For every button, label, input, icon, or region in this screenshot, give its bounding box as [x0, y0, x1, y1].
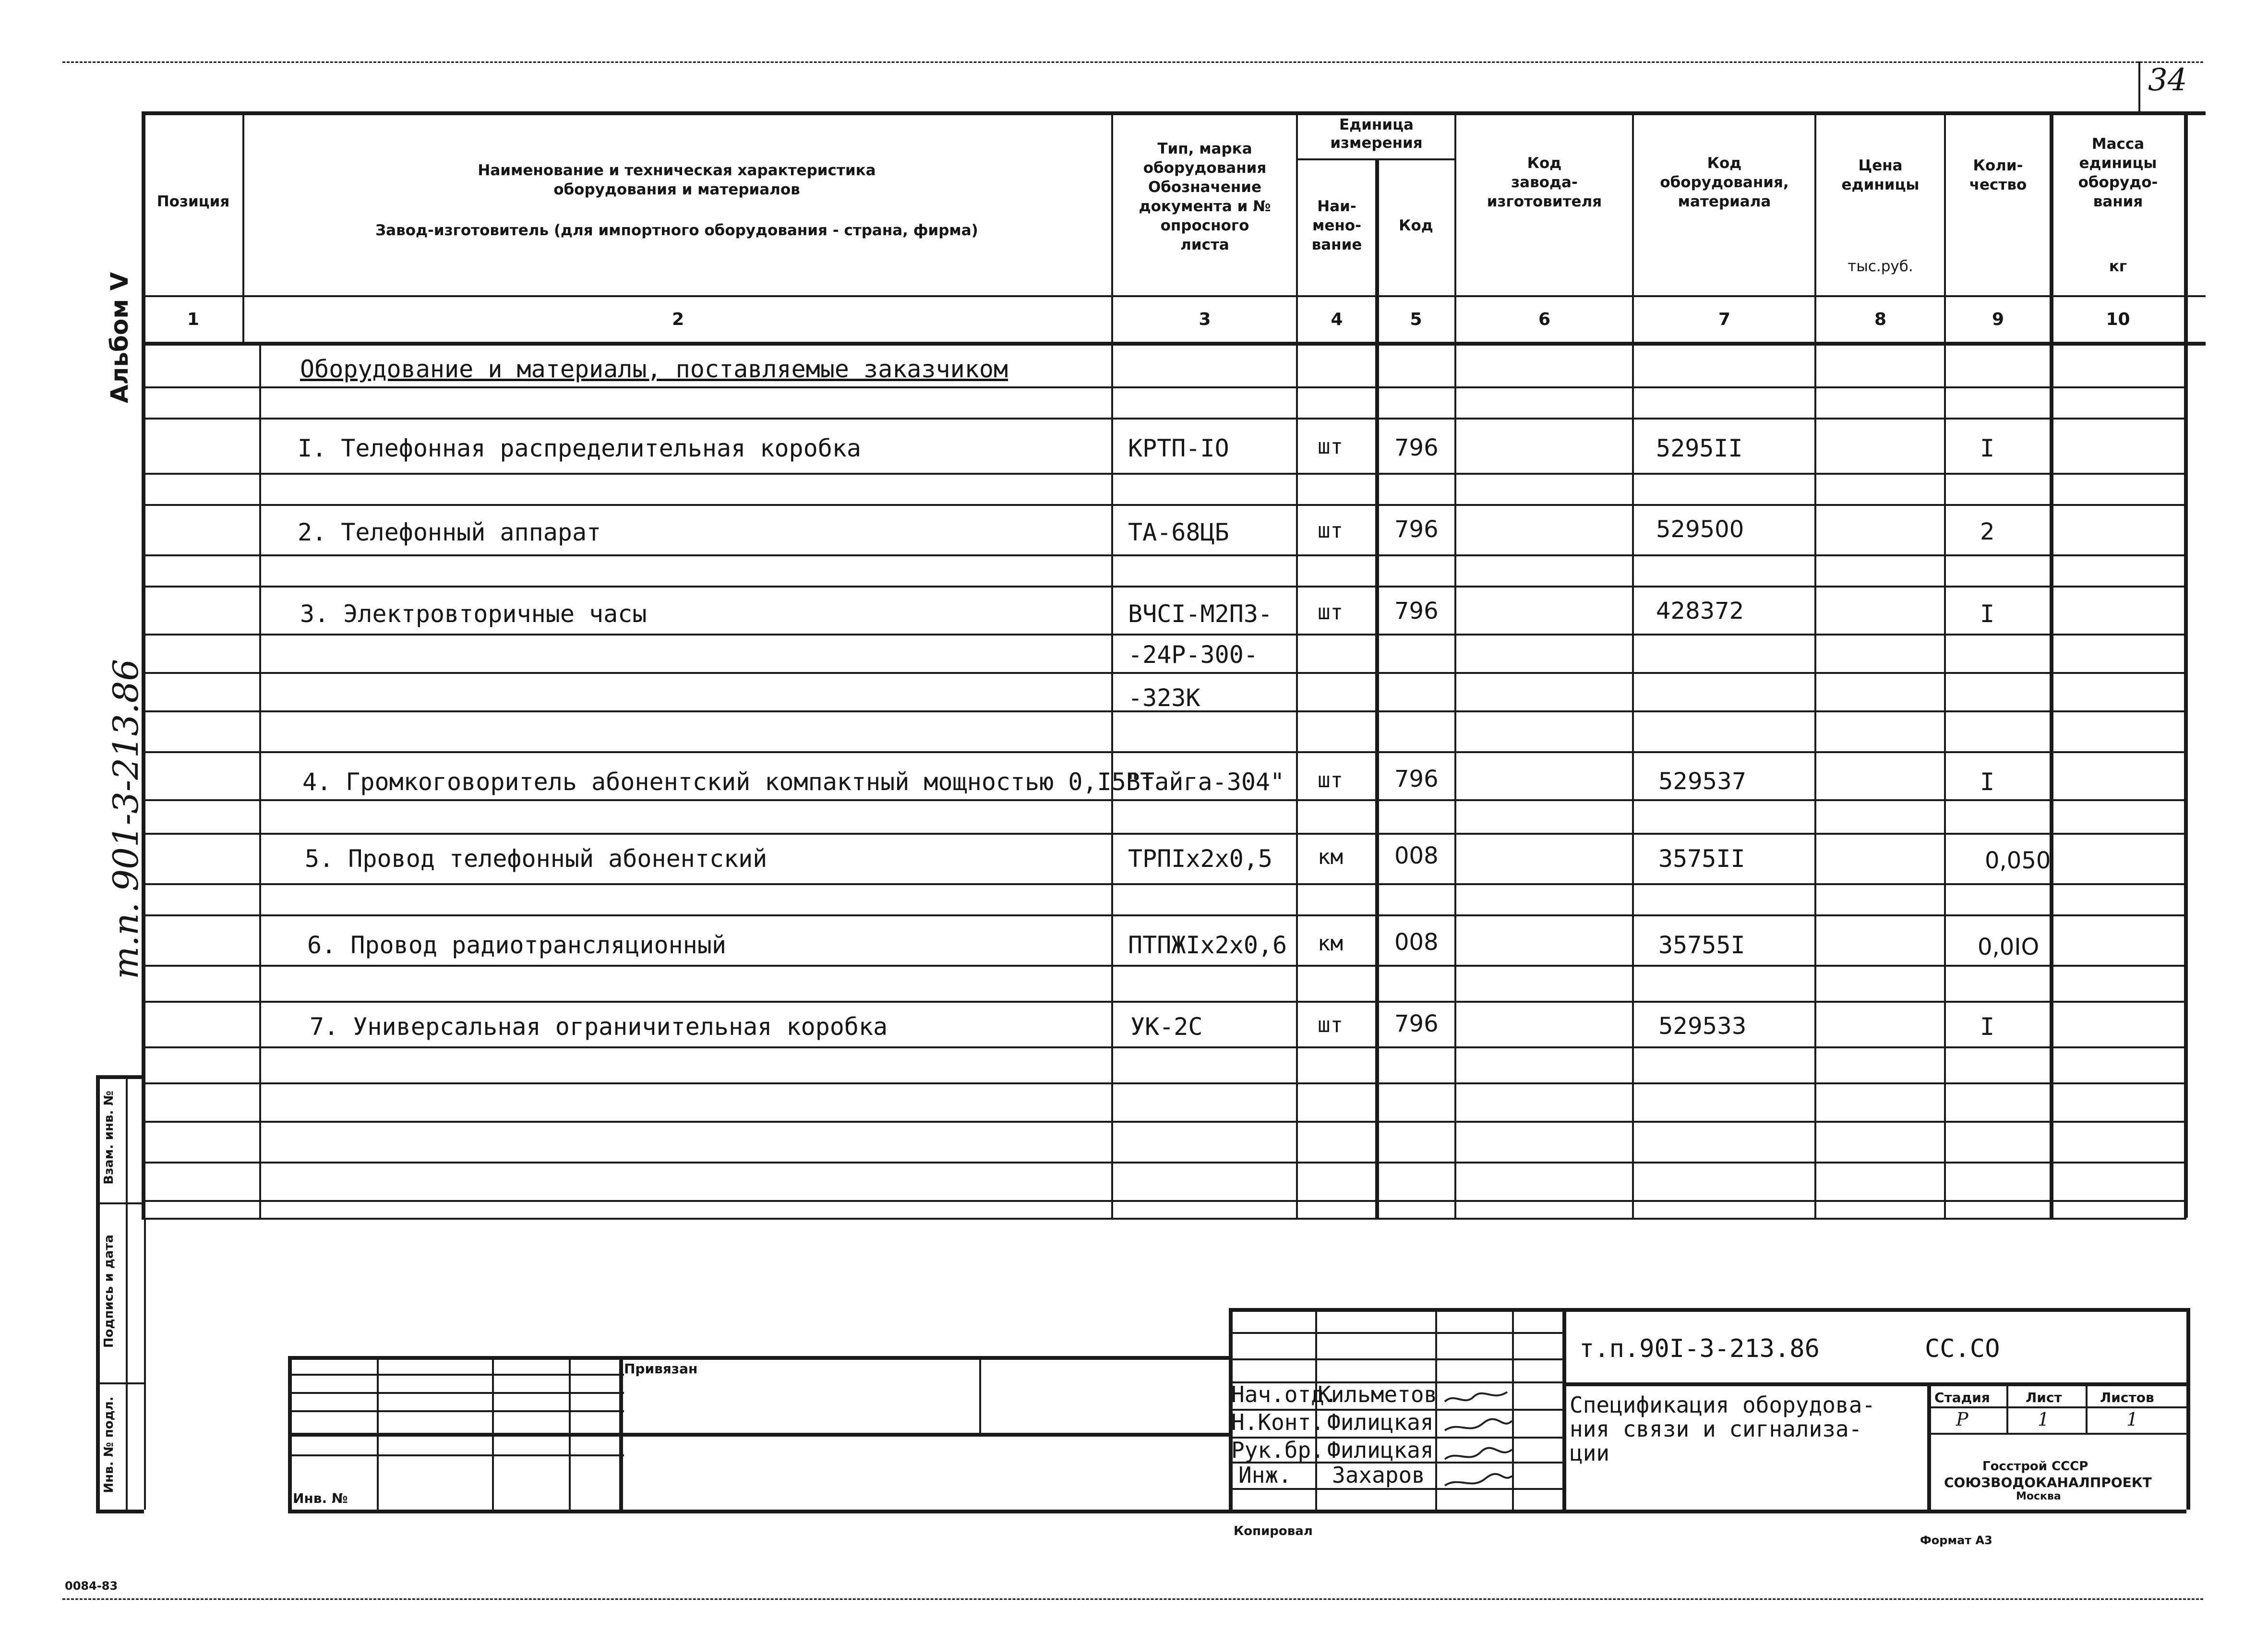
row-5-type: ТРПIх2х0,5: [1128, 845, 1273, 873]
column-number-6: 6: [1538, 310, 1551, 329]
body-row-line: [144, 418, 2184, 420]
body-row-line: [144, 883, 2184, 885]
signer-3-name: Филицкая: [1327, 1437, 1434, 1463]
tb-stage-label: Стадия: [1934, 1390, 1990, 1405]
stamp-outer-left: [96, 1075, 100, 1512]
footer-kopiroval: Копировал: [1234, 1524, 1313, 1538]
body-row-line: [144, 586, 2184, 588]
row-4-unit: шт: [1318, 768, 1343, 792]
header-unit-code: Код: [1399, 217, 1433, 234]
row-4-name: 4. Громкоговоритель абонентский компактный мощностью 0,I5Вт: [302, 768, 1155, 796]
row-5-name: 5. Провод телефонный абонентский: [305, 845, 768, 873]
tb-sheet-label: Лист: [2026, 1390, 2062, 1405]
body-row-line: [144, 751, 2184, 753]
tb-stage-v2: [2086, 1382, 2088, 1433]
tb-stage-v1: [2006, 1382, 2008, 1433]
column-number-5: 5: [1410, 310, 1422, 329]
tb-left-row2: [288, 1392, 624, 1394]
footer-format: Формат А3: [1920, 1534, 1992, 1547]
tb-stage-row1: [1927, 1406, 2186, 1408]
row-5-equip-code: 3575II: [1658, 845, 1745, 873]
tb-inv: Инв. №: [293, 1490, 348, 1506]
header-type-line3: Обозначение: [1148, 179, 1262, 196]
header-name-line2: оборудования и материалов: [553, 181, 800, 198]
tb-sheets: 1: [2126, 1409, 2138, 1430]
signer-1-name: Кильметов: [1318, 1381, 1438, 1407]
stamp-vzam: Взам. инв. №: [102, 1091, 116, 1185]
trim-line-top: [62, 61, 2203, 63]
col-line-3: [1296, 111, 1298, 1218]
table-right-border: [2184, 111, 2188, 1218]
header-price-unit: тыс.руб.: [1848, 258, 1913, 275]
signer-2-name: Филицкая: [1327, 1409, 1434, 1435]
tb-designation: т.п.90I-3-213.86: [1579, 1334, 1820, 1363]
column-number-1: 1: [187, 310, 200, 329]
tb-title-line3: ции: [1570, 1440, 1610, 1466]
signer-4-name: Захаров: [1332, 1462, 1425, 1488]
row-5-unit-code: 008: [1394, 842, 1439, 869]
tb-left-top: [288, 1356, 1229, 1360]
header-mass-line3: оборудо-: [2078, 174, 2158, 191]
row-6-name: 6. Провод радиотрансляционный: [307, 931, 726, 959]
header-bottom-border: [142, 342, 2206, 346]
page-number: 34: [2148, 62, 2187, 98]
stamp-inner-line: [126, 1075, 128, 1512]
body-row-line: [144, 799, 2184, 801]
body-row-line: [144, 504, 2184, 506]
tb-left-v1: [377, 1356, 379, 1510]
tb-right-mid: [1562, 1382, 2186, 1386]
row-3-equip-code: 428372: [1656, 598, 1744, 624]
tb-org-line2: СОЮЗВОДОКАНАЛПРОЕКТ: [1944, 1475, 2152, 1490]
header-qty-line2: чество: [1969, 176, 2027, 193]
header-price-line1: Цена: [1858, 157, 1903, 174]
stamp-top: [96, 1075, 144, 1079]
column-number-4: 4: [1331, 310, 1343, 329]
tb-sign-v4: [1562, 1308, 1566, 1510]
row-4-unit-code: 796: [1394, 766, 1439, 792]
tb-left-v4: [619, 1356, 623, 1510]
stamp-podpis: Подпись и дата: [102, 1234, 116, 1348]
body-row-line: [144, 1001, 2184, 1003]
row-5-qty: 0,050: [1985, 847, 2051, 874]
col-line-6: [1632, 111, 1634, 1218]
trim-line-bottom: [62, 1598, 2203, 1600]
col-line-2: [1111, 111, 1113, 1218]
header-equip-line2: оборудования,: [1660, 174, 1789, 191]
column-number-2: 2: [672, 310, 684, 329]
row-2-unit: шт: [1318, 518, 1343, 543]
col-line-5: [1454, 111, 1456, 1218]
body-row-line: [144, 672, 2184, 674]
row-7-name: 7. Универсальная ограничительная коробка: [310, 1013, 888, 1041]
row-5-unit: км: [1318, 845, 1343, 869]
tb-stage: Р: [1956, 1409, 1968, 1430]
signer-4-role: Инж.: [1238, 1462, 1292, 1488]
table-top-border: [142, 111, 2206, 115]
row-7-unit-code: 796: [1394, 1010, 1439, 1037]
tb-bottom: [288, 1510, 2186, 1513]
col-line-1: [242, 111, 244, 342]
row-1-unit-code: 796: [1394, 434, 1439, 461]
tb-title-line2: ния связи и сигнализа-: [1570, 1416, 1862, 1442]
row-7-qty: I: [1980, 1013, 1995, 1041]
header-mass-unit: кг: [2109, 258, 2127, 275]
body-row-line: [144, 1121, 2184, 1123]
tb-left-v5: [979, 1356, 981, 1433]
signer-2-role: Н.Конт.: [1231, 1409, 1324, 1435]
header-equip-line3: материала: [1678, 193, 1771, 210]
row-1-name: I. Телефонная распределительная коробка: [298, 434, 861, 462]
column-number-9: 9: [1992, 310, 2004, 329]
row-3-type: ВЧСI-М2П3-: [1128, 600, 1273, 628]
row-2-equip-code: 529500: [1656, 516, 1744, 543]
header-unit-line1: Единица: [1339, 116, 1414, 133]
body-row-line: [144, 554, 2184, 556]
row-6-type: ПТПЖIх2х0,6: [1128, 931, 1287, 959]
header-mass-line2: единицы: [2079, 155, 2157, 172]
row-3-name: 3. Электровторичные часы: [300, 600, 647, 628]
tb-stage-left: [1927, 1382, 1931, 1510]
body-row-line: [144, 1200, 2184, 1202]
header-maker-line2: завода-: [1511, 174, 1578, 191]
row-2-name: 2. Телефонный аппарат: [298, 518, 601, 546]
row-1-type: КРТП-IO: [1128, 434, 1229, 462]
col-line-8: [1944, 111, 1946, 1218]
tb-title-line1: Спецификация оборудова-: [1570, 1392, 1875, 1418]
tb-stage-row2: [1927, 1433, 2186, 1435]
tb-sign-top: [1229, 1308, 2186, 1312]
unit-subheader-line: [1296, 158, 1454, 160]
header-qty-line1: Коли-: [1973, 157, 2023, 174]
header-type-line2: оборудования: [1143, 159, 1267, 177]
header-position: Позиция: [156, 193, 230, 210]
col-line-9: [2050, 111, 2053, 1218]
stamp-line-1: [96, 1202, 144, 1204]
header-equip-line1: Код: [1707, 155, 1742, 172]
signer-3-role: Рук.бр.: [1231, 1437, 1324, 1463]
lower-frame-left: [144, 1218, 146, 1510]
tb-left-v3: [569, 1356, 571, 1510]
side-designation: т.п. 901-3-213.86: [106, 659, 146, 979]
body-row-line: [144, 1162, 2184, 1164]
header-maker-line1: Код: [1527, 155, 1562, 172]
stamp-line-2: [96, 1382, 144, 1384]
header-type-line6: листа: [1180, 236, 1229, 253]
tb-left-v0: [288, 1356, 292, 1510]
header-number-row-top: [142, 295, 2206, 297]
header-type-line5: опросного: [1160, 217, 1249, 234]
header-name-line3: Завод-изготовитель (для импортного оборудования - страна, фирма): [375, 222, 978, 239]
row-2-unit-code: 796: [1394, 516, 1439, 543]
header-unit-line2: измерения: [1330, 134, 1423, 152]
row-7-equip-code: 529533: [1658, 1013, 1747, 1040]
row-6-unit-code: 008: [1394, 929, 1439, 956]
body-row-line: [144, 386, 2184, 388]
tb-privyazan: Привязан: [624, 1361, 698, 1377]
stamp-bottom: [96, 1510, 144, 1513]
tb-right-end: [2186, 1308, 2190, 1510]
tb-sheets-label: Листов: [2100, 1390, 2154, 1405]
header-unit-name-line2: мено-: [1312, 217, 1361, 234]
row-4-equip-code: 529537: [1658, 768, 1747, 795]
stamp-inv-podl: Инв. № подл.: [102, 1396, 116, 1493]
signer-1-role: Нач.отд.: [1231, 1381, 1338, 1407]
album-label: Альбом V: [106, 272, 133, 403]
body-row-line: [144, 634, 2184, 636]
row-4-qty: I: [1980, 768, 1995, 796]
page-number-box-left: [2138, 61, 2140, 112]
column-number-10: 10: [2106, 310, 2130, 329]
header-maker-line3: изготовителя: [1487, 193, 1602, 210]
body-row-line: [144, 833, 2184, 835]
row-3-unit: шт: [1318, 600, 1343, 624]
section-title: Оборудование и материалы, поставляемые заказчиком: [300, 355, 1008, 383]
body-row-line: [144, 1082, 2184, 1084]
row-6-unit: км: [1318, 931, 1343, 956]
body-row-line: [144, 965, 2184, 967]
tb-doc-code: СС.СО: [1925, 1334, 2000, 1363]
row-1-qty: I: [1980, 434, 1995, 462]
column-number-8: 8: [1874, 310, 1887, 329]
tb-org-line3: Москва: [2016, 1490, 2061, 1502]
lower-frame-top: [142, 1218, 2186, 1220]
tb-left-row3: [288, 1410, 624, 1412]
row-2-type: ТА-68ЦБ: [1128, 518, 1229, 546]
row-1-unit: шт: [1318, 434, 1343, 459]
row-7-unit: шт: [1318, 1013, 1343, 1037]
column-number-7: 7: [1718, 310, 1731, 329]
body-row-line: [144, 473, 2184, 475]
column-number-3: 3: [1199, 310, 1211, 329]
header-name-line1: Наименование и техническая характеристика: [478, 162, 876, 179]
tb-sheet: 1: [2038, 1409, 2050, 1430]
signature-scribbles: [1440, 1382, 1517, 1493]
footer-code: 0084-83: [65, 1579, 118, 1593]
header-price-line2: единицы: [1841, 176, 1920, 193]
row-3-type-line2: -24Р-300-: [1128, 641, 1258, 669]
body-row-line: [144, 1046, 2184, 1048]
header-type-line4: документа и №: [1139, 198, 1271, 215]
tb-sign-v1: [1315, 1308, 1317, 1510]
row-7-type: УК-2С: [1130, 1013, 1203, 1041]
header-unit-name-line3: вание: [1311, 236, 1362, 253]
tb-org-line1: Госстрой СССР: [1982, 1459, 2088, 1474]
header-type-line1: Тип, марка: [1157, 140, 1252, 157]
row-2-qty: 2: [1980, 518, 1995, 545]
body-row-line: [144, 914, 2184, 916]
row-1-equip-code: 5295II: [1656, 434, 1743, 462]
tb-sign-v2: [1435, 1308, 1437, 1510]
tb-left-row4: [288, 1433, 1229, 1437]
row-3-type-line3: -323К: [1128, 684, 1200, 712]
header-mass-line1: Масса: [2091, 135, 2145, 153]
tb-left-row5: [288, 1454, 624, 1456]
tb-sign-v0: [1229, 1308, 1233, 1510]
row-3-unit-code: 796: [1394, 598, 1439, 624]
tb-left-v2: [492, 1356, 494, 1510]
header-unit-name-line1: Наи-: [1317, 198, 1356, 215]
row-3-qty: I: [1980, 600, 1995, 628]
tb-left-row1: [288, 1374, 624, 1376]
row-4-type: "Тайга-304": [1126, 768, 1285, 796]
header-mass-line4: вания: [2093, 193, 2143, 210]
row-6-equip-code: 35755I: [1658, 931, 1745, 959]
row-6-qty: 0,0IO: [1978, 934, 2040, 960]
col-line-7: [1814, 111, 1816, 1218]
